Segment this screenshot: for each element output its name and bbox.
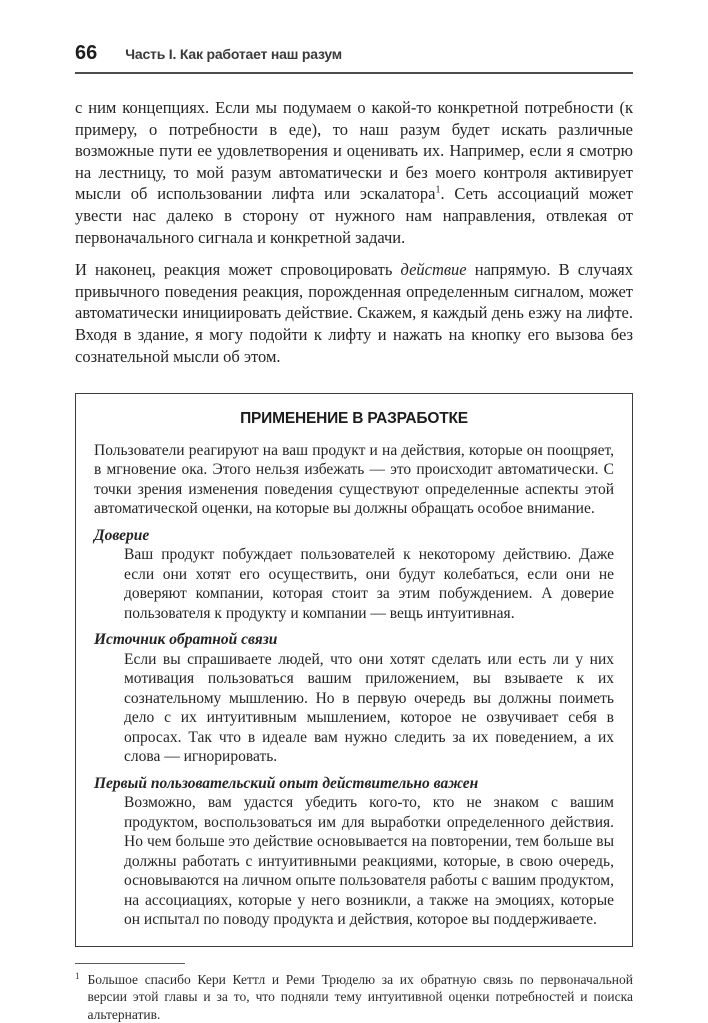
application-sidebar-box bbox=[75, 393, 633, 947]
footnote-text: Большое спасибо Кери Кеттл и Реми Трюделю за их обратную связь по первоначальной версии этой главы и за то, что подняли тему интуитивной оценки потребностей и поиска альтернатив. bbox=[87, 971, 633, 1022]
footnote-area bbox=[75, 963, 633, 1023]
box-intro: Пользователи реагируют на ваш продукт и на действия, которые он поощряет, в мгновение ока. Этого нельзя избежать — это происходит автоматически. С точки зрения изменения поведения существуют определенные аспекты этой автоматической оценки, на которые вы должны обращать особое внимание. bbox=[94, 441, 614, 518]
footnote-separator bbox=[75, 963, 185, 964]
footnote-reference: 1 bbox=[435, 184, 441, 196]
footnote bbox=[75, 971, 633, 1023]
paragraph-1 bbox=[75, 97, 633, 248]
paragraph-1-continuation: . Сеть ассоциаций может увести нас далеко в сторону от нужного нам направления, отвлекая от первоначального сигнала и конкретной задачи. bbox=[75, 184, 633, 247]
paragraph-1-text: с ним концепциях. Если мы подумаем о какой-то конкретной потребности (к примеру, о потребности в еде), то наш разум будет искать различные возможные пути ее удовлетворения и оценивать их. Например, если я смотрю на лестницу, то мой разум автоматически и без моего контроля активирует мысли об использовании лифта или эскалатора bbox=[75, 98, 633, 204]
page-body bbox=[75, 97, 633, 947]
footnote-marker: 1 bbox=[75, 970, 80, 981]
paragraph-2-continuation: напрямую. В случаях привычного поведения реакция, порожденная определенным сигналом, может автоматически инициировать действие. Скажем, я каждый день езжу на лифте. Входя в здание, я могу подойти к лифту и нажать на кнопку его вызова без сознательной мысли об этом. bbox=[75, 260, 633, 366]
running-header bbox=[75, 42, 633, 74]
box-section-first-experience-heading: Первый пользовательский опыт действительно важен bbox=[94, 774, 479, 792]
box-section-feedback-body: Если вы спрашиваете людей, что они хотят сделать или есть ли у них мотивация пользоваться вашим приложением, вы взываете к их сознательному мышлению. Но в первую очередь вы должны поиметь дело с их интуитивным мышлением, которое не озвучивает себя в опросах. Так что в идеале вам нужно следить за их поведением, а их слова — игнорировать. bbox=[124, 650, 614, 766]
box-title: ПРИМЕНЕНИЕ В РАЗРАБОТКЕ bbox=[240, 410, 468, 428]
box-section-trust-body: Ваш продукт побуждает пользователей к некоторому действию. Даже если они хотят его осуществить, они будут колебаться, если они не доверяют компании, которая стоит за этим побуждением. А доверие пользователя к продукту и компании — вещь интуитивная. bbox=[124, 546, 614, 622]
box-section-feedback bbox=[94, 630, 614, 767]
page-number: 66 bbox=[75, 42, 98, 64]
box-section-feedback-heading: Источник обратной связи bbox=[94, 631, 278, 649]
header-rule bbox=[75, 72, 633, 74]
box-section-first-experience bbox=[94, 774, 614, 930]
box-section-trust bbox=[94, 526, 614, 624]
box-section-trust-heading: Доверие bbox=[94, 526, 150, 544]
paragraph-2-text: И наконец, реакция может спровоцировать bbox=[75, 260, 401, 280]
box-section-first-experience-body: Возможно, вам удастся убедить кого-то, кто не знаком с вашим продуктом, воспользоваться им для выработки определенного действия. Но чем больше это действие основывается на повторении, тем больше вы должны работать с интуитивными реакциями, которые, в свою очередь, основываются на личном опыте пользователя работы с вашим продуктом, на ассоциациях, которые у него возникли, а также на эмоциях, которые он испытал по поводу продукта и действия, которое вы поддерживаете. bbox=[124, 794, 614, 929]
running-title: Часть I. Как работает наш разум bbox=[125, 46, 342, 62]
paragraph-2-emphasis: действие bbox=[400, 260, 467, 280]
paragraph-2 bbox=[75, 259, 633, 367]
